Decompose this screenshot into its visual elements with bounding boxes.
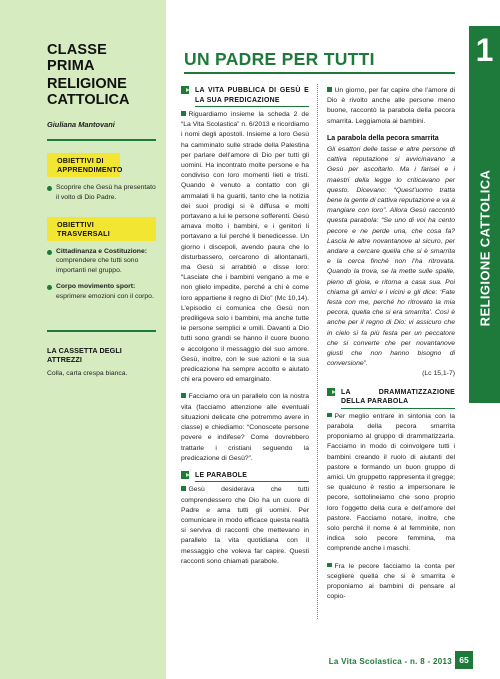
objectives-tag: OBIETTIVI DI APPRENDIMENTO [47, 153, 120, 177]
bullet-icon [47, 250, 52, 255]
paragraph: Gesù desiderava che tutti comprendessero che Dio ha un cuore di Padre e ama tutti gli uomini. Per comunicare in modo efficace questa realtà si serviva di racconti che mettevano in parallelo la vita quotidiana con il messaggio che voleva far capire. Questi racconti sono chiamati parabole. [181, 486, 309, 565]
section-divider [47, 330, 156, 332]
column-divider [317, 84, 318, 619]
bullet-square-icon [181, 393, 186, 398]
section-heading: LE PARABOLE [181, 471, 309, 483]
section-number: 1 [475, 32, 494, 68]
paragraph: Un giorno, per far capire che l’amore di Dio è rivolto anche alle persone meno buone, raccontò la parabola della pecora smarrita. Leggiamola ai bambini. [327, 87, 455, 125]
paragraph: Fra le pecore facciamo la conta per scegliere quella che si è smarrita e proponiamo ai bambini di pensare al copio- [327, 562, 455, 601]
article-title: UN PADRE PER TUTTI [184, 49, 375, 69]
bible-reference: (Lc 15,1-7) [422, 370, 455, 378]
section-heading: LA VITA PUBBLICA DI GESÙ E LA SUA PREDICAZIONE [181, 86, 309, 107]
sidebar-panel [0, 0, 166, 679]
author-name: Giuliana Mantovani [47, 120, 115, 129]
paragraph: Per meglio entrare in sintonia con la parabola della pecora smarrita proponiamo al gruppo di drammatizzarla. Facciamo in modo di coinvolgere tutti i bambini creando il ruolo di aiutanti del pastore e formando un buon gruppo di amici. Un gruppetto rappresenta il gregge; se qualcuno è restio a impersonare le pecore, sottolineiamo che sono proprio loro l’oggetto della cura e dell’amore del pastore. Facciamo notare, inoltre, che solo perché il nome è al femminile, non indica solo pecore femmina, ma comprende anche i maschi. [327, 412, 455, 553]
parable-title: La parabola della pecora smarrita [327, 134, 439, 142]
page-number: 65 [455, 651, 473, 669]
transversal-objective-item: Cittadinanza e Costituzione: comprendere che tutti sono importanti nel gruppo. [47, 247, 156, 276]
article-column-left [181, 86, 309, 574]
bullet-icon [47, 285, 52, 290]
subject-title: RELIGIONE CATTOLICA [47, 76, 130, 108]
title-rule [184, 72, 455, 74]
transversal-objectives-tag: OBIETTIVI TRASVERSALI [47, 217, 156, 241]
bullet-square-icon [181, 111, 186, 116]
transversal-objective-item: Corpo movimento sport: esprimere emozioni con il corpo. [47, 282, 156, 302]
article-column-right [327, 86, 455, 609]
bullet-square-icon [327, 87, 332, 92]
section-label: RELIGIONE CATTOLICA [477, 169, 493, 327]
objective-item: Scoprire che Gesù ha presentato il volto di Dio Padre. [47, 183, 156, 203]
bullet-square-icon [327, 563, 332, 568]
section-divider [47, 139, 156, 141]
section-heading: LA DRAMMATIZZAZIONE DELLA PARABOLA [327, 388, 455, 409]
bullet-square-icon [181, 486, 186, 491]
parable-quote: Gli esattori delle tasse e altre persone di cattiva reputazione si avvicinavano a Gesù per ascoltarlo. Ma i farisei e i maestri della legge lo criticavano per questo. Dicevano: “Quest’uomo tratta bene la gente di cattiva reputazione e va a mangiare con loro”. Allora Gesù raccontò questa parabola: “Se uno di voi ha cento pecore e ne perde una, che cosa fa? Lascia le altre novantanove al sicuro, per andare a cercare quella che si è smarrita e la cerca finché non l’ha ritrovata. Quando la trova, se la mette sulle spalle, pieno di gioia, e ritorna a casa sua. Poi chiama gli amici e i vicini e gli dice: ‘Fate festa con me, perché ho ritrovato la mia pecora, quella che si era smarrita’. Così è anche per il regno di Dio: vi assicuro che in cielo si fa più festa per un peccatore che si converte che per novantanove giusti che non hanno bisogno di conversione”. [327, 146, 455, 368]
bullet-icon [47, 186, 52, 191]
class-label: CLASSE PRIMA [47, 42, 108, 74]
paragraph: Facciamo ora un parallelo con la nostra vita (facciamo attenzione alle eventuali situazioni delicate che potremmo avere in classe) e chiediamo: “Conoscete persone povere e indifese? Come dovrebbero trattarle i cristiani seguendo la predicazione di Gesù?”. [181, 393, 309, 462]
tools-text: Colla, carta crespa bianca. [47, 369, 128, 377]
tools-title: LA CASSETTA DEGLI ATTREZZI [47, 345, 122, 364]
magazine-footer: La Vita Scolastica - n. 8 - 2013 [328, 657, 452, 666]
bullet-square-icon [327, 413, 332, 418]
paragraph: Riguardiamo insieme la scheda 2 de “La Vita Scolastica” n. 6/2013 e ricordiamo i nomi degli apostoli. Insieme a loro Gesù ha camminato sulle strade della Palestina per parlare dell’amore di Dio per tutti gli uomini. Ha incontrato molte persone e ha condiviso con loro momenti lieti e tristi. Quando è venuto a contatto con gli ammalati li ha guariti, tanto che la notizia dei suoi prodigi si è diffusa e molti portavano a lui le persone sofferenti. Gesù amava molto i bambini, e i genitori li portavano a lui perché li benedicesse. Un giorno i discepoli, avendo paura che lo disturbassero, cercarono di allontanarli, ma Gesù si arrabbiò e disse loro: “Lasciate che i bambini vengano a me e non glielo impedite, perché a chi è come loro appartiene il regno di Dio” (Mc 10,14). L’episodio ci comunica che Gesù non prediligeva solo i bambini, ma anche tutte le persone semplici e umili. Davanti a Dio tutti sono grandi se hanno il cuore buono e accolgono il messaggio del suo amore. Gesù, inoltre, con le sue azioni e la sua predicazione ha sempre accolto e aiutato chi era povero ed emarginato. [181, 111, 309, 384]
